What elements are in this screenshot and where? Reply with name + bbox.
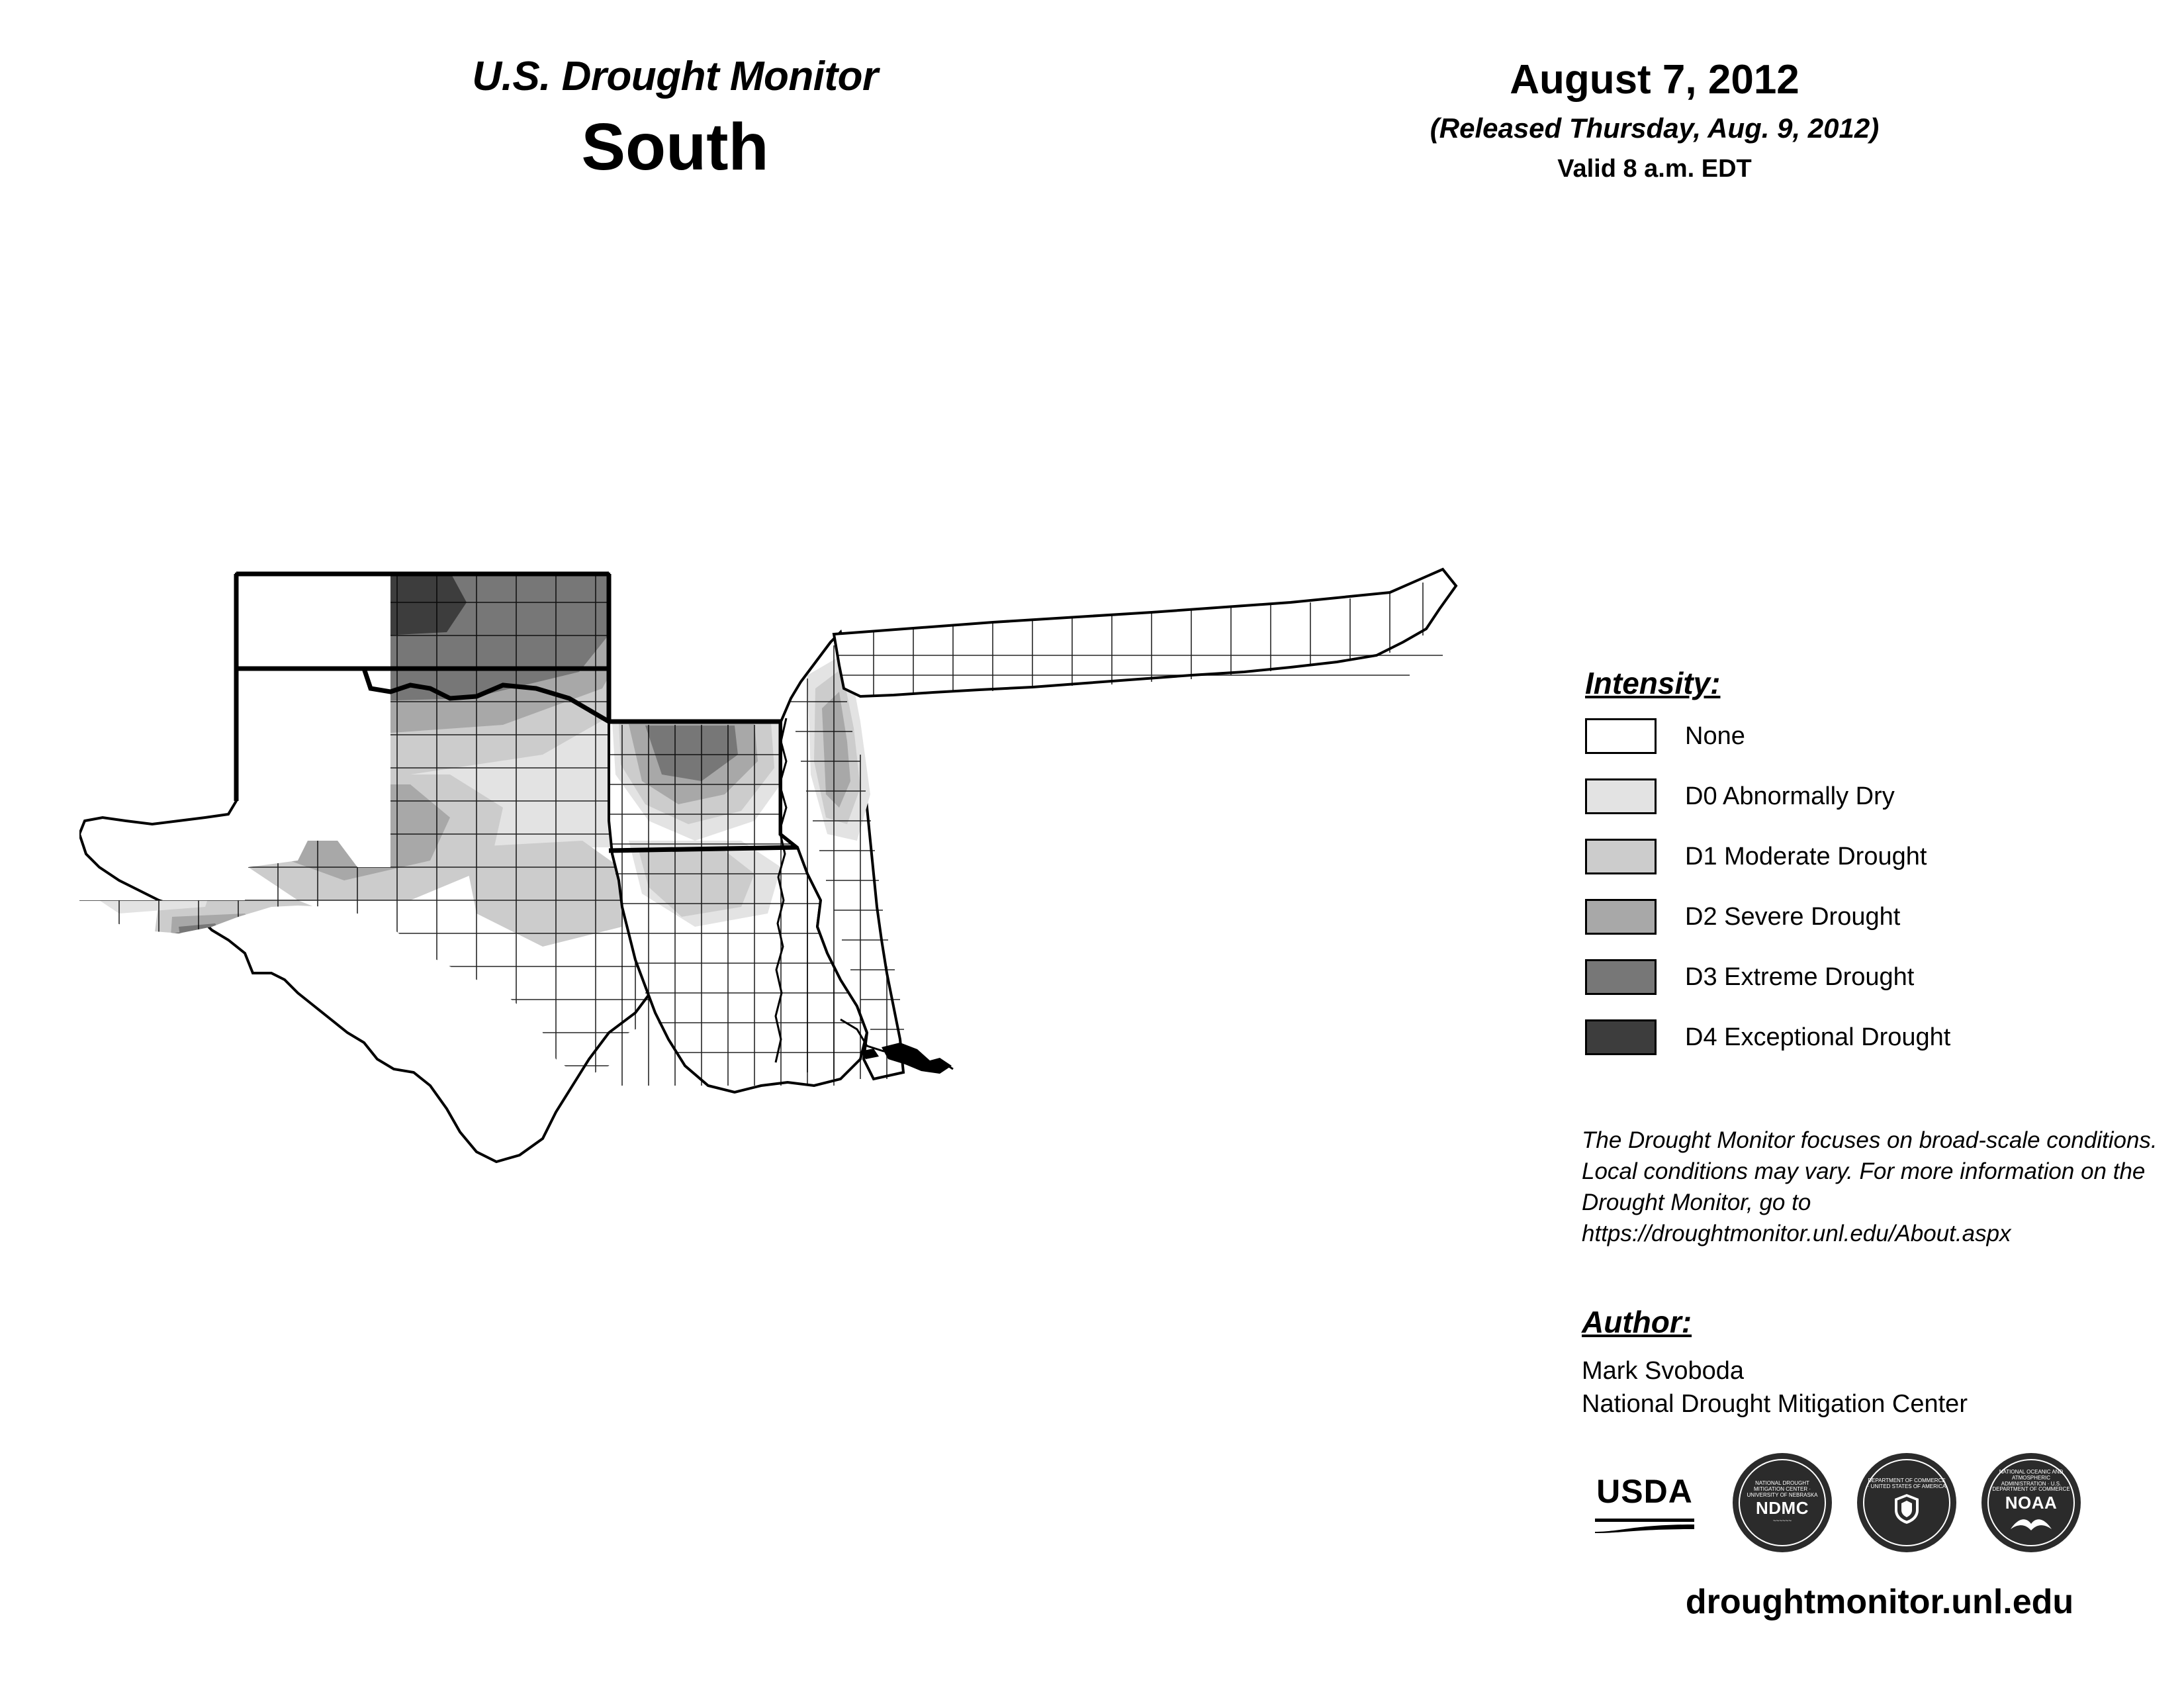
header-title-block: [311, 53, 1039, 185]
ndmc-logo-wave-icon: ~~~~~~: [1772, 1518, 1792, 1524]
usda-logo-text: USDA: [1596, 1473, 1693, 1510]
legend-item-d3: [1585, 957, 2167, 998]
map-date: August 7, 2012: [1510, 57, 1799, 103]
legend-label-d2: D2 Severe Drought: [1685, 902, 1901, 931]
legend-swatch-d3: [1585, 959, 1657, 995]
usda-swoosh-icon: [1595, 1516, 1694, 1533]
page-title-program: U.S. Drought Monitor: [472, 54, 878, 99]
logo-strip: [1582, 1443, 2177, 1562]
map-release-date: (Released Thursday, Aug. 9, 2012): [1430, 113, 1880, 144]
map-valid-time: Valid 8 a.m. EDT: [1557, 155, 1752, 183]
map-svg: [79, 556, 1535, 1417]
author-title: Author:: [1582, 1305, 1692, 1339]
author-block: [1582, 1304, 2177, 1421]
legend-swatch-d0: [1585, 778, 1657, 814]
noaa-seagull-icon: [2008, 1513, 2054, 1536]
usdc-shield-icon: [1888, 1490, 1925, 1527]
state-outline-tennessee: [834, 569, 1456, 696]
legend-swatch-none: [1585, 718, 1657, 754]
legend: [1585, 665, 2167, 1077]
ndmc-logo: [1733, 1453, 1832, 1552]
legend-item-d0: [1585, 776, 2167, 817]
legend-item-d4: [1585, 1017, 2167, 1058]
noaa-logo-ring-text: NATIONAL OCEANIC AND ATMOSPHERIC ADMINISTRATION · U.S. DEPARTMENT OF COMMERCE: [1992, 1468, 2070, 1493]
legend-label-d0: D0 Abnormally Dry: [1685, 782, 1895, 810]
author-name: Mark Svoboda: [1582, 1357, 1745, 1385]
legend-label-none: None: [1685, 722, 1745, 750]
usdc-logo: [1857, 1453, 1956, 1552]
drought-map: [79, 556, 1535, 1417]
legend-swatch-d4: [1585, 1019, 1657, 1055]
legend-swatch-d2: [1585, 899, 1657, 935]
noaa-logo: [1981, 1453, 2081, 1552]
legend-item-d1: [1585, 836, 2167, 877]
author-affiliation: National Drought Mitigation Center: [1582, 1390, 1968, 1419]
ndmc-logo-ring-text: NATIONAL DROUGHT MITIGATION CENTER · UNIVERSITY OF NEBRASKA: [1747, 1479, 1818, 1498]
legend-item-none: [1585, 716, 2167, 757]
disclaimer-text: The Drought Monitor focuses on broad-scale conditions. Local conditions may vary. For more information on the Drought Monitor, go to https://droughtmonitor.unl.edu/About.aspx: [1582, 1127, 2158, 1246]
header-date-block: [1350, 56, 1959, 183]
legend-label-d4: D4 Exceptional Drought: [1685, 1023, 1951, 1051]
page-title-region: South: [581, 110, 769, 184]
legend-title: Intensity:: [1585, 666, 1721, 700]
noaa-logo-text: NOAA: [2005, 1493, 2058, 1513]
legend-swatch-d1: [1585, 839, 1657, 874]
legend-label-d1: D1 Moderate Drought: [1685, 842, 1927, 870]
legend-item-d2: [1585, 896, 2167, 937]
usda-logo: [1582, 1460, 1707, 1546]
usdc-logo-ring-text: DEPARTMENT OF COMMERCE · UNITED STATES OF AMERICA: [1867, 1477, 1946, 1489]
footer-url[interactable]: droughtmonitor.unl.edu: [1685, 1583, 2074, 1621]
map-base-layer: [79, 569, 1456, 1172]
ndmc-logo-text: NDMC: [1756, 1498, 1809, 1519]
legend-label-d3: D3 Extreme Drought: [1685, 962, 1915, 991]
